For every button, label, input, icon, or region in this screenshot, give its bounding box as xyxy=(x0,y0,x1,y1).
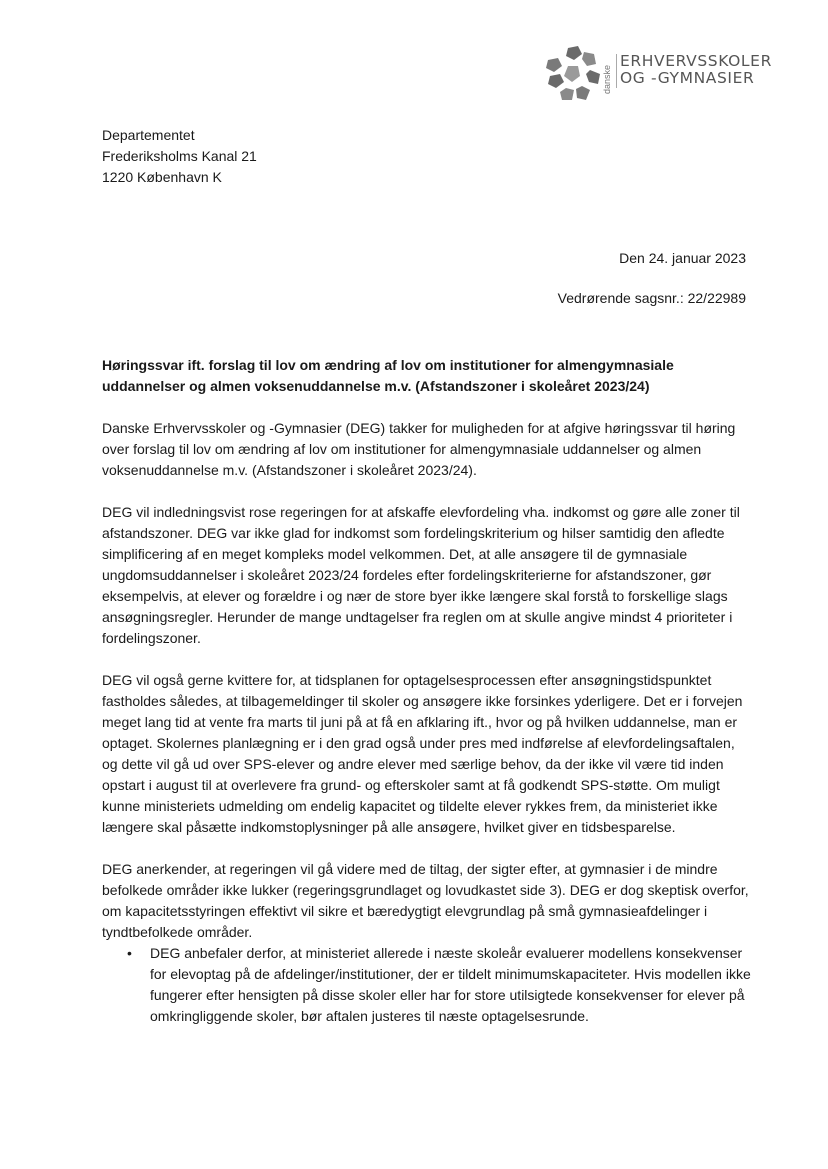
bullet-text: DEG anbefaler derfor, at ministeriet allerede i næste skoleår evaluerer modellens konsekvenser for elevoptag på de afdelinger/institutioner, der er tildelt minimumskapaciteter. Hvis modellen ikke fungerer efter hensigten på disse skoler eller har for store utilsigtede konsekvenser for elever på omkringliggende skoler, bør aftalen justeres til næste optagelsesrunde. xyxy=(150,945,751,1024)
logo xyxy=(544,44,772,104)
logo-divider xyxy=(616,54,617,88)
logo-line1: ERHVERVSSKOLER xyxy=(620,52,772,70)
recipient-address xyxy=(102,125,257,188)
letter-title: Høringssvar ift. forslag til lov om ændring af lov om institutioner for almengymnasiale uddannelser og almen voksenuddannelse m.v. (Afstandszoner i skoleåret 2023/24) xyxy=(102,357,674,394)
paragraph: Danske Erhvervsskoler og -Gymnasier (DEG) takker for muligheden for at afgive høringssvar til høring over forslag til lov om ændring af lov om institutioner for almengymnasiale uddannelser og almen voksenuddannelse m.v. (Afstandszoner i skoleåret 2023/24). xyxy=(102,420,736,478)
letter-date: Den 24. januar 2023 xyxy=(619,250,746,266)
letter-body xyxy=(102,418,752,1027)
case-number: Vedrørende sagsnr.: 22/22989 xyxy=(557,290,746,306)
paragraph: DEG vil også gerne kvittere for, at tidsplanen for optagelsesprocessen efter ansøgningstidspunktet fastholdes således, at tilbagemeldinger til skoler og ansøgere ikke forsinkes yderligere. Det er i forvejen meget lang tid at vente fra marts til juni på at få en afklaring ift., hvor og på hvilken uddannelse, man er optaget. Skolernes planlægning er i den grad også under pres med indførelse af elevfordelingsaftalen, og dette vil gå ud over SPS-elever og andre elever med særlige behov, da der ikke vil være tid inden opstart i august til at overlevere fra grund- og efterskoler samt at få godkendt SPS-støtte. Om muligt kunne ministeriets udmelding om endelig kapacitet og tildelte elever rykkes frem, da ministeriet ikke længere skal påsætte indkomstoplysninger på alle ansøgere, hvilket giver en tidsbesparelse. xyxy=(102,672,743,835)
list-item xyxy=(102,943,752,1027)
logo-line2: OG -GYMNASIER xyxy=(620,69,755,87)
logo-small-text: danske xyxy=(602,64,612,94)
recipient-line: 1220 København K xyxy=(102,169,222,185)
bullet-list xyxy=(102,943,752,1027)
recipient-line: Frederiksholms Kanal 21 xyxy=(102,148,257,164)
bullet-icon: • xyxy=(127,945,132,961)
paragraph: DEG anerkender, at regeringen vil gå videre med de tiltag, der sigter efter, at gymnasier i de mindre befolkede områder ikke lukker (regeringsgrundlaget og lovudkastet side 3). DEG er dog skeptisk overfor, om kapacitetsstyringen effektivt vil sikre et bæredygtigt elevgrundlag på små gymnasieafdelinger i tyndtbefolkede områder. xyxy=(102,861,749,940)
paragraph: DEG vil indledningsvist rose regeringen for at afskaffe elevfordeling vha. indkomst og gøre alle zoner til afstandszoner. DEG var ikke glad for indkomst som fordelingskriterium og hilser samtidig den afledte simplificering af en meget kompleks model velkommen. Det, at alle ansøgere til de gymnasiale ungdomsuddannelser i skoleåret 2023/24 fordeles efter fordelingskriterierne for afstandszoner, gør eksempelvis, at elever og forældre i og nær de store byer ikke længere skal forstå to forskellige slags ansøgningsregler. Herunder de mange undtagelser fra reglen om at skulle angive mindst 4 prioriteter i fordelingszoner. xyxy=(102,504,740,646)
logo-mark-icon xyxy=(544,44,604,104)
recipient-line: Departementet xyxy=(102,127,195,143)
